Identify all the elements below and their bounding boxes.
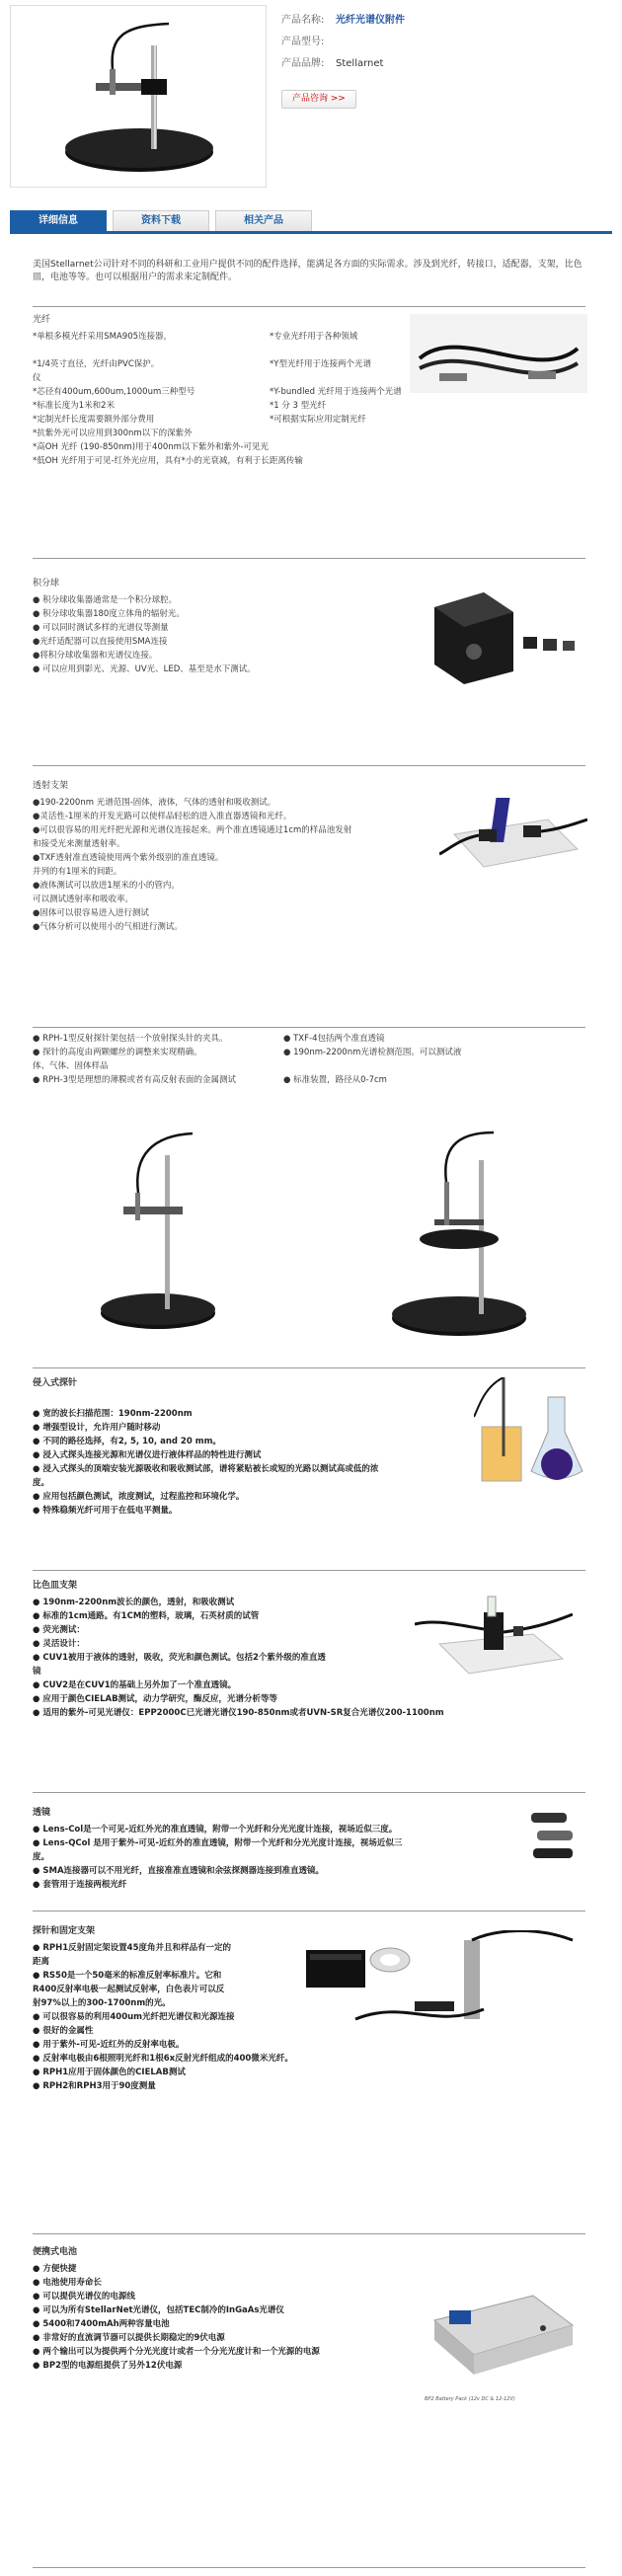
fiber-line: *单根多模光纤采用SMA905连接器， (33, 332, 173, 343)
battery-line: ● 方便快捷 (33, 2264, 77, 2275)
reflection-line: ● RPH-1型反射探针架包括一个放射探头针的夹具。 (33, 1034, 228, 1044)
tab-details[interactable]: 详细信息 (10, 210, 107, 231)
fiber-line: *标准长度为1米和2米 (33, 401, 116, 412)
battery-line: ● 5400和7400mAh两种容量电池 (33, 2319, 170, 2330)
reflection-line: ● TXF-4包括两个准直透镜 (283, 1034, 385, 1044)
tab-downloads[interactable]: 资料下载 (113, 210, 209, 231)
cuvette-line: 镜 (33, 1667, 41, 1678)
lens-title: 透镜 (33, 1808, 51, 1818)
lens-line: 度。 (33, 1852, 50, 1863)
probe-line: ● RS50是一个50毫米的标准反射率标准片。它和 (33, 1971, 222, 1982)
cuvette-line: ● 适用的紫外-可见光谱仪：EPP2000C已光谱光谱仪190-850nm或者UVN-SR复合光谱仪200-1100nm (33, 1708, 444, 1719)
transmission-line: ●可以很容易的用光纤把光源和光谱仪连接起来。两个准直透镜通过1cm的样品池发射 (33, 825, 352, 836)
lens-image (523, 1807, 583, 1866)
probe-line: ● RPH1反射固定架设置45度角并且和样品有一定的 (33, 1943, 232, 1954)
divider (33, 1911, 585, 1912)
meta-name-value[interactable]: 光纤光谱仪附件 (336, 14, 405, 26)
sphere-line: ● 可以应用到影光、光源、UV光、LED、基至是水下测试。 (33, 664, 256, 675)
reflection-left (33, 1032, 270, 1087)
immersion-title: 侵入式探针 (33, 1378, 78, 1388)
fiber-left-list (33, 330, 270, 427)
sphere-line: ● 积分球收集器通常是一个积分球腔。 (33, 595, 178, 606)
meta-row-name (281, 10, 607, 32)
immersion-image (474, 1377, 587, 1491)
meta-brand-label: 产品品牌: (281, 57, 325, 69)
probe-line: 射97%以上的300-1700nm的光。 (33, 1998, 171, 2009)
divider (33, 2233, 585, 2234)
cuvette-line: ● 190nm-2200nm波长的颜色，透射，和吸收测试 (33, 1598, 235, 1608)
probe-line: ● 用于紫外-可见-近红外的反射率电极。 (33, 2040, 185, 2051)
battery-image (425, 2271, 583, 2403)
ring-stand-illustration (11, 6, 266, 187)
transmission-title: 透射支架 (33, 781, 69, 791)
lens-section (33, 1807, 585, 1892)
fiber-title: 光纤 (33, 315, 51, 325)
battery-line: ● BP2型的电源组提供了另外12伏电源 (33, 2361, 183, 2372)
meta-name-label: 产品名称: (281, 14, 325, 26)
battery-line: ● 可以提供光谱仪的电源线 (33, 2292, 135, 2303)
intro-paragraph: 美国Stellarnet公司针对不同的科研和工业用户提供不同的配件选择，能满足各方面的实际需求。涉及到光纤，转接口，适配器，支架，比色皿，电池等等。也可以根据用户的需求来定制配件。 (33, 260, 583, 283)
probe-line: 距离 (33, 1957, 50, 1968)
txf-stand-image (375, 1121, 543, 1338)
immersion-line: 度。 (33, 1478, 50, 1489)
meta-brand-value: Stellarnet (336, 57, 384, 69)
transmission-line: ●液体测试可以放进1厘米的小的管内。 (33, 881, 180, 892)
sphere-line: ●将积分球收集器和光谱仪连接。 (33, 651, 158, 662)
tab-related-products[interactable]: 相关产品 (215, 210, 312, 231)
transmission-line: 和接受光来测量透射率。 (33, 839, 125, 850)
reflection-line: ● 探针的高度由两颗螺丝的调整来实现精确。 (33, 1048, 202, 1057)
divider (33, 2567, 585, 2568)
transmission-line: ●190-2200nm 光谱范围-固体，液体，气体的透射和吸收测试。 (33, 798, 276, 809)
battery-title: 便携式电池 (33, 2247, 78, 2257)
product-header (0, 0, 622, 202)
sphere-line: ● 积分球收集器180度立体角的辐射光。 (33, 609, 185, 620)
cuvette-line: ● CUV1被用于液体的透射，吸收，荧光和颜色测试。包括2个紫外级的准直透 (33, 1653, 326, 1664)
fiber-line: *芯径有400um,600um,1000um三种型号 (33, 387, 195, 398)
sphere-line: ●光纤适配器可以直接使用SMA连接 (33, 637, 168, 648)
divider (33, 1570, 585, 1571)
reflection-right (283, 1032, 501, 1087)
battery-line: ● 可以为所有StellarNet光谱仪，包括TEC制冷的InGaAs光谱仪 (33, 2305, 284, 2316)
meta-row-model (281, 32, 607, 53)
probe-title: 探针和固定支架 (33, 1926, 96, 1936)
probe-line: ● RPH2和RPH3用于90度测量 (33, 2081, 156, 2092)
cuvette-line: ● 标准的1cm通路。有1CM的塑料，玻璃，石英材质的试管 (33, 1611, 260, 1622)
fiber-line: *低OH 光纤用于可见-红外光应用，具有*小的光衰减，有利于长距离传输 (33, 456, 303, 467)
product-meta (281, 10, 607, 109)
fiber-line: *可根据实际应用定制光纤 (270, 415, 366, 426)
rph-stand-image (84, 1126, 232, 1333)
cuvette-title: 比色皿支架 (33, 1581, 78, 1591)
probe-line: ● 反射率电极由6根照明光纤和1根6x反射光纤组成的400微米光纤。 (33, 2054, 293, 2065)
meta-row-brand (281, 53, 607, 75)
immersion-line: ● 浸入式探头的顶端安装光源吸收和吸收测试部，谱将紧贴被长或短的光路以测试高或低的浓 (33, 1464, 379, 1475)
fiber-line: *高OH 光纤 (190-850nm)用于400nm以下紫外和紫外-可见光 (33, 442, 270, 453)
reflection-line: ● 190nm-2200nm光谱检测范围。可以测试液 (283, 1048, 462, 1057)
meta-model-label: 产品型号: (281, 36, 325, 47)
transmission-line: ●灵活性-1厘米的开发光路可以使样品轻松的进入准直器透镜和光纤。 (33, 812, 292, 822)
divider (33, 1792, 585, 1793)
lens-line: ● 套管用于连接两根光纤 (33, 1880, 127, 1891)
probe-image (296, 1930, 583, 2039)
sphere-title: 积分球 (33, 579, 60, 588)
immersion-line: ● 特殊稳频光纤可用于在低电平测量。 (33, 1506, 178, 1517)
sphere-image (415, 578, 583, 686)
battery-line: ● 非常好的直流调节器可以提供长期稳定的9伏电源 (33, 2333, 225, 2344)
fiber-line: *Y型光纤用于连接两个光谱 (270, 359, 371, 370)
immersion-line: ● 不同的路径选择，有2, 5, 10, and 20 mm。 (33, 1437, 221, 1447)
lens-line: ● SMA连接器可以不用光纤，直接准准直透镜和余弦探测器连接到准直透镜。 (33, 1866, 325, 1877)
immersion-line: ● 浸入式探头连接光源和光谱仪进行液体样品的特性进行测试 (33, 1450, 262, 1461)
sphere-line: ● 可以同时测试多样的光谱仪等测量 (33, 623, 169, 634)
transmission-line: ●TXF透射准直透镜使用两个紫外级别的准直透镜。 (33, 853, 224, 864)
reflection-line: ● RPH-3型是理想的薄膜或者有高反射表面的金属测试 (33, 1075, 237, 1085)
probe-line: R400反射率电极一起测试反射率，白色表片可以反 (33, 1985, 225, 1995)
immersion-line: ● 宽的波长扫描范围：190nm-2200nm (33, 1409, 193, 1420)
transmission-line: ●固体可以很容易进入进行测试 (33, 908, 149, 919)
fiber-image (410, 314, 587, 393)
divider (33, 765, 585, 766)
fiber-line: *定制光纤长度需要额外部分费用 (33, 415, 155, 426)
lens-line: ● Lens-QCol 是用于紫外-可见-近红外的准直透镜，附带一个光纤和分光光度计连接，视场近似三 (33, 1838, 403, 1849)
probe-line: ● RPH1应用于固体颜色的CIELAB测试 (33, 2068, 186, 2078)
reflection-line: 体、气体、固体样品 (33, 1061, 109, 1071)
inquiry-button[interactable]: 产品咨询 >> (281, 90, 356, 109)
fiber-right-list (270, 330, 408, 427)
fiber-line: *Y-bundled 光纤用于连接两个光谱 (270, 387, 402, 398)
immersion-line: ● 应用包括颜色测试，浓度测试，过程监控和环境化学。 (33, 1492, 245, 1503)
fiber-line: *抗紫外光可以应用到300nm以下的深紫外 (33, 429, 193, 439)
fiber-line: *1/4英寸直径，光纤由PVC保护。 (33, 359, 160, 370)
divider (33, 306, 585, 307)
battery-caption: BP2 Battery Pack (12v DC & 12-12V) (425, 2396, 515, 2403)
transmission-line: 可以测试透射率和吸收率。 (33, 895, 134, 905)
immersion-line: ● 增强型设计，允许用户随时移动 (33, 1423, 161, 1434)
fiber-line: *1 分 3 型光纤 (270, 401, 327, 412)
cuvette-line: ● 灵活设计： (33, 1639, 85, 1650)
fiber-line: 仪 (33, 373, 41, 384)
cuvette-line: ● CUV2是在CUV1的基础上另外加了一个准直透镜。 (33, 1680, 237, 1691)
reflection-section (33, 1032, 585, 1087)
battery-line: ● 两个输出可以为提供两个分光光度计或者一个分光光度计和一个光源的电源 (33, 2347, 320, 2358)
probe-line: ● 可以很容易的利用400um光纤把光谱仪和光源连接 (33, 2012, 235, 2023)
fiber-line: *专业光纤用于各种领域 (270, 332, 358, 343)
transmission-line: ●气体分析可以使用小的气相进行测试。 (33, 922, 183, 933)
cuvette-line: ● 应用于颜色CIELAB测试，动力学研究，酶反应，光谱分析等等 (33, 1694, 278, 1705)
divider (33, 1027, 585, 1028)
reflection-line: ● 标准装置，路径从0-7cm (283, 1075, 387, 1085)
cuvette-image (415, 1585, 573, 1678)
battery-line: ● 电池使用寿命长 (33, 2278, 102, 2289)
probe-line: ● 很好的金属性 (33, 2026, 94, 2037)
divider (33, 558, 585, 559)
product-image (10, 5, 267, 188)
cuvette-line: ● 荧光测试： (33, 1625, 85, 1636)
transmission-line: 并列的有1厘米的间距。 (33, 867, 122, 878)
lens-line: ● Lens-Col是一个可见-近红外光的准直透镜，附带一个光纤和分光光度计连接，视场近似三度。 (33, 1825, 398, 1835)
tab-bar (10, 210, 612, 234)
transmission-image (439, 780, 587, 874)
divider (33, 1367, 585, 1368)
